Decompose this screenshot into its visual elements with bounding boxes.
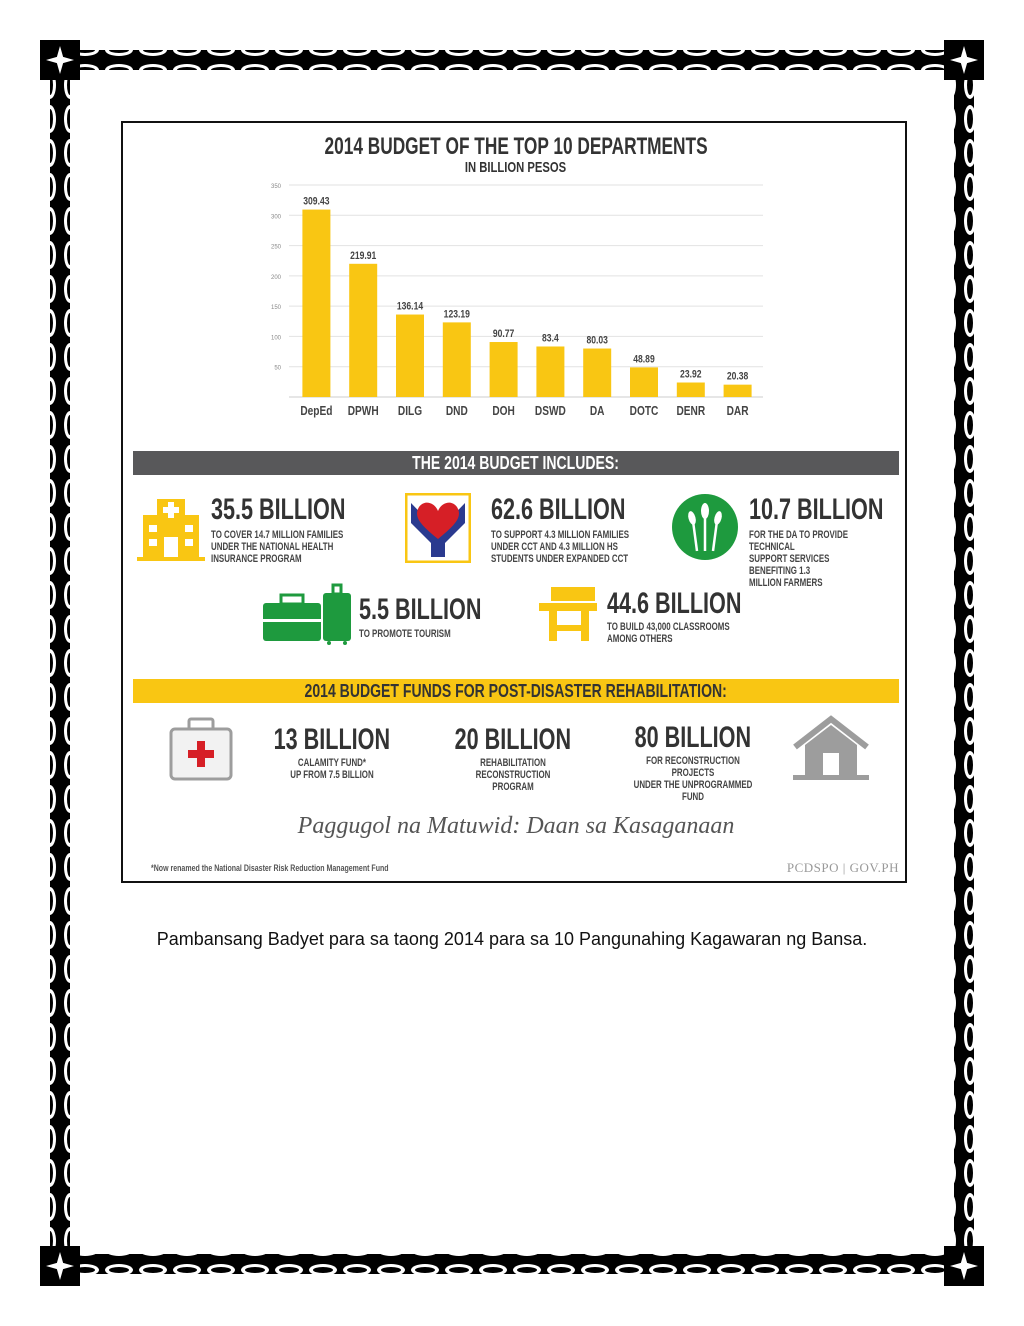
rehab-heading: 2014 BUDGET FUNDS FOR POST-DISASTER REHABILITATION: (304, 681, 728, 701)
category-label: DepEd (300, 403, 333, 419)
rehab-band (133, 679, 899, 703)
amount-62-6-billion: 62.6 BILLION (491, 493, 626, 526)
y-tick-label: 200 (270, 274, 281, 281)
motto: Paggugol na Matuwid: Daan sa Kasaganaan (297, 813, 735, 839)
category-label: DILG (397, 403, 423, 419)
value-label: 136.14 (396, 300, 424, 313)
y-tick-label: 150 (270, 305, 281, 312)
chart-title-wrap (123, 133, 907, 161)
value-label: 80.03 (586, 334, 608, 347)
dswd-logo-icon (405, 493, 471, 563)
includes-band (133, 451, 899, 475)
luggage-icon (261, 583, 353, 645)
value-label: 90.77 (492, 328, 515, 341)
category-label: DOTC (629, 403, 659, 419)
desc-unprogrammed-fund: FOR RECONSTRUCTION PROJECTS UNDER THE UNPROGRAMMED FUND (633, 755, 753, 803)
hospital-icon (137, 495, 205, 561)
budget-infographic (121, 121, 907, 883)
amount-10-7-billion: 10.7 BILLION (749, 493, 884, 526)
desc-health-insurance: TO COVER 14.7 MILLION FAMILIES UNDER THE NATIONAL HEALTH INSURANCE PROGRAM (211, 529, 344, 565)
bar-dar (724, 385, 752, 397)
desc-cct: TO SUPPORT 4.3 MILLION FAMILIES UNDER CCT AND 4.3 MILLION HS STUDENTS UNDER EXPANDED CCT (491, 529, 630, 565)
category-label: DA (589, 403, 605, 419)
category-label: DENR (676, 403, 706, 419)
footnote: *Now renamed the National Disaster Risk Reduction Management Fund (151, 863, 389, 873)
amount-5-5-billion: 5.5 BILLION (359, 593, 482, 626)
bar-dnd (443, 322, 471, 397)
y-tick-label: 250 (270, 244, 281, 251)
value-label: 123.19 (443, 308, 470, 321)
bar-denr (677, 383, 705, 397)
includes-heading: THE 2014 BUDGET INCLUDES: (412, 453, 620, 473)
bar-da (583, 349, 611, 397)
y-tick-label: 50 (274, 365, 281, 372)
chart-subtitle: IN BILLION PESOS (465, 159, 567, 176)
value-label: 20.38 (726, 370, 749, 384)
category-label: DAR (726, 403, 749, 419)
bar-dotc (630, 367, 658, 397)
amount-44-6-billion: 44.6 BILLION (607, 587, 742, 620)
amount-80-billion: 80 BILLION (634, 721, 752, 754)
amount-13-billion: 13 BILLION (273, 723, 391, 756)
y-tick-label: 300 (270, 214, 281, 221)
credit: PCDSPO | GOV.PH (786, 860, 899, 875)
bar-dilg (396, 315, 424, 397)
value-label: 219.91 (350, 249, 377, 263)
desc-calamity-fund: CALAMITY FUND* UP FROM 7.5 BILLION (290, 757, 374, 781)
caption: Pambansang Badyet para sa taong 2014 para sa 10 Pangunahing Kagawaran ng Bansa. (156, 929, 868, 949)
amount-35-5-billion: 35.5 BILLION (211, 493, 346, 526)
y-tick-label: 350 (270, 184, 281, 190)
y-tick-label: 100 (270, 335, 281, 342)
value-label: 48.89 (633, 353, 655, 366)
bar-dswd (536, 346, 564, 397)
category-label: DOH (492, 403, 515, 419)
value-label: 309.43 (303, 195, 330, 208)
value-label: 23.92 (680, 368, 702, 381)
category-label: DSWD (534, 403, 566, 419)
desc-tourism: TO PROMOTE TOURISM (359, 628, 451, 640)
school-desk-icon (537, 585, 599, 643)
amount-20-billion: 20 BILLION (454, 723, 572, 756)
desc-classrooms: TO BUILD 43,000 CLASSROOMS AMONG OTHERS (607, 621, 730, 645)
value-label: 83.4 (542, 332, 559, 345)
house-icon (791, 715, 871, 781)
bar-dpwh (349, 264, 377, 397)
category-label: DND (445, 403, 468, 419)
bar-deped (302, 210, 330, 397)
desc-rehabilitation: REHABILITATION RECONSTRUCTION PROGRAM (475, 757, 551, 793)
chart-title: 2014 BUDGET OF THE TOP 10 DEPARTMENTS (324, 133, 708, 160)
bar-doh (490, 342, 518, 397)
bar-chart (123, 175, 907, 485)
first-aid-kit-icon (169, 717, 233, 781)
desc-farmers: FOR THE DA TO PROVIDE TECHNICAL SUPPORT SERVICES BENEFITING 1.3 MILLION FARMERS (749, 529, 849, 589)
category-label: DPWH (347, 403, 379, 419)
